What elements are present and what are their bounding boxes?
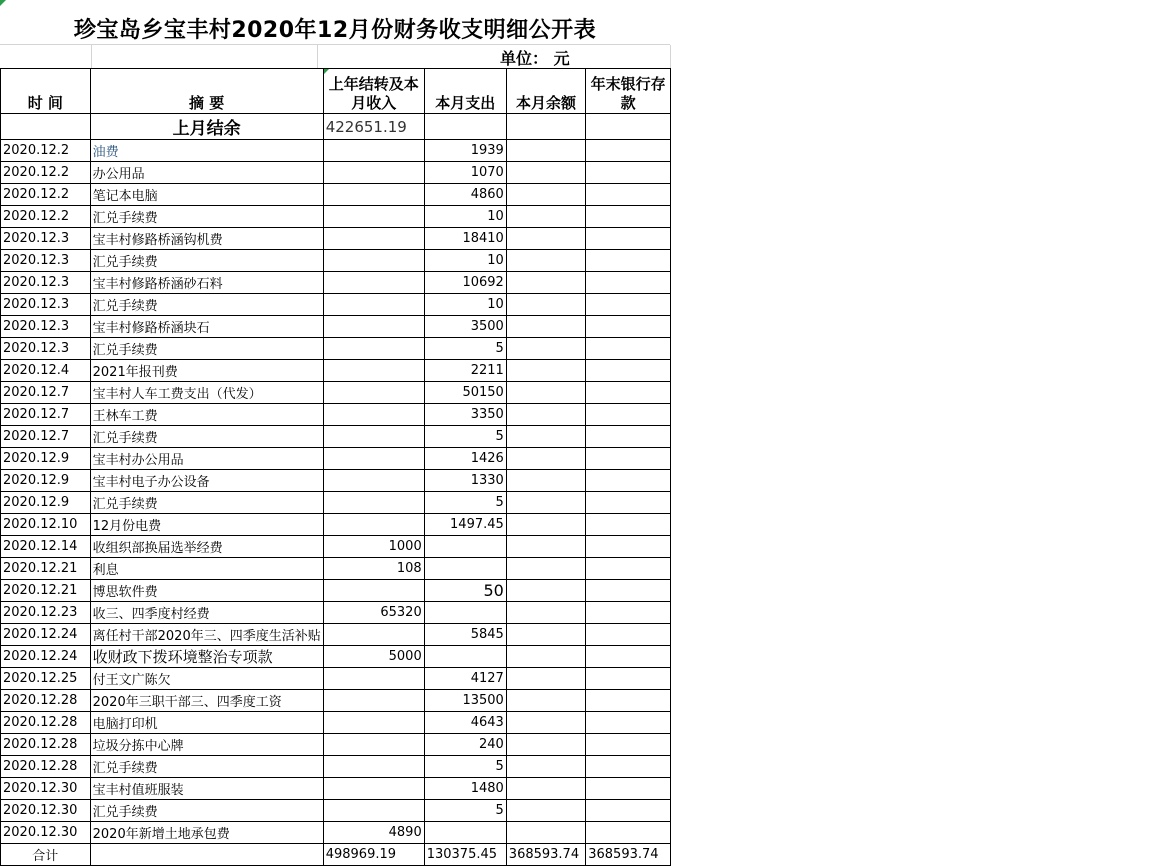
grid-guide [91, 45, 92, 68]
bank-cell[interactable] [586, 382, 671, 404]
income-cell[interactable] [323, 690, 424, 712]
income-cell[interactable] [323, 492, 424, 514]
summary-cell[interactable]: 宝丰村值班服装 [90, 778, 323, 800]
total-bank[interactable]: 368593.74 [586, 844, 671, 866]
header-income: 上年结转及本月收入 [323, 69, 424, 114]
date-cell[interactable]: 2020.12.23 [1, 602, 91, 624]
income-cell[interactable] [323, 338, 424, 360]
header-expense: 本月支出 [424, 69, 506, 114]
expense-cell[interactable]: 5 [424, 492, 506, 514]
bank-cell[interactable] [586, 822, 671, 844]
income-cell[interactable] [323, 250, 424, 272]
header-row [1, 69, 671, 114]
expense-cell[interactable]: 5845 [424, 624, 506, 646]
date-cell[interactable]: 2020.12.7 [1, 404, 91, 426]
bank-cell[interactable] [586, 800, 671, 822]
summary-cell[interactable]: 2020年新增土地承包费 [90, 822, 323, 844]
date-cell[interactable]: 2020.12.2 [1, 206, 91, 228]
balance-cell[interactable] [506, 778, 585, 800]
bank-cell[interactable] [586, 536, 671, 558]
summary-cell[interactable]: 收组织部换届选举经费 [90, 536, 323, 558]
unit-label: 单位： 元 [500, 49, 570, 68]
bank-cell[interactable] [586, 316, 671, 338]
date-cell[interactable]: 2020.12.3 [1, 272, 91, 294]
carry-date-cell[interactable] [1, 114, 91, 140]
header-date: 时 间 [1, 69, 91, 114]
bank-cell[interactable] [586, 602, 671, 624]
income-cell[interactable] [323, 426, 424, 448]
income-cell[interactable]: 4890 [323, 822, 424, 844]
date-cell[interactable]: 2020.12.28 [1, 756, 91, 778]
carry-balance-cell[interactable] [506, 114, 585, 140]
balance-cell[interactable] [506, 250, 585, 272]
summary-cell[interactable]: 离任村干部2020年三、四季度生活补贴 [90, 624, 323, 646]
bank-cell[interactable] [586, 756, 671, 778]
income-cell[interactable] [323, 470, 424, 492]
income-cell[interactable] [323, 294, 424, 316]
date-cell[interactable]: 2020.12.24 [1, 624, 91, 646]
summary-cell[interactable]: 垃圾分拣中心牌 [90, 734, 323, 756]
expense-cell[interactable]: 5 [424, 756, 506, 778]
table-row [1, 690, 671, 712]
grid-guide [670, 45, 671, 68]
date-cell[interactable]: 2020.12.3 [1, 250, 91, 272]
balance-cell[interactable] [506, 272, 585, 294]
summary-cell[interactable]: 利息 [90, 558, 323, 580]
income-cell[interactable] [323, 756, 424, 778]
summary-cell[interactable]: 收三、四季度村经费 [90, 602, 323, 624]
header-bank: 年末银行存款 [586, 69, 671, 114]
table-row [1, 602, 671, 624]
expense-cell[interactable]: 18410 [424, 228, 506, 250]
income-cell[interactable]: 5000 [323, 646, 424, 668]
balance-cell[interactable] [506, 360, 585, 382]
summary-cell[interactable]: 汇兑手续费 [90, 800, 323, 822]
expense-cell[interactable] [424, 558, 506, 580]
balance-cell[interactable] [506, 800, 585, 822]
date-cell[interactable]: 2020.12.28 [1, 690, 91, 712]
bank-cell[interactable] [586, 712, 671, 734]
summary-cell[interactable]: 笔记本电脑 [90, 184, 323, 206]
date-cell[interactable]: 2020.12.7 [1, 426, 91, 448]
table-row [1, 250, 671, 272]
table-row [1, 316, 671, 338]
expense-cell[interactable]: 2211 [424, 360, 506, 382]
table-row [1, 162, 671, 184]
income-cell[interactable] [323, 514, 424, 536]
expense-cell[interactable]: 50150 [424, 382, 506, 404]
table-row [1, 448, 671, 470]
table-row [1, 624, 671, 646]
date-cell[interactable]: 2020.12.21 [1, 580, 91, 602]
balance-cell[interactable] [506, 162, 585, 184]
expense-cell[interactable] [424, 602, 506, 624]
summary-cell[interactable]: 宝丰村办公用品 [90, 448, 323, 470]
balance-cell[interactable] [506, 206, 585, 228]
expense-cell[interactable]: 4860 [424, 184, 506, 206]
income-cell[interactable] [323, 448, 424, 470]
grid-guide [317, 45, 318, 68]
expense-cell[interactable] [424, 822, 506, 844]
income-cell[interactable] [323, 668, 424, 690]
balance-cell[interactable] [506, 668, 585, 690]
total-income[interactable]: 498969.19 [323, 844, 424, 866]
income-cell[interactable] [323, 734, 424, 756]
summary-cell[interactable]: 王林车工费 [90, 404, 323, 426]
summary-cell[interactable]: 汇兑手续费 [90, 250, 323, 272]
finance-table [0, 68, 671, 866]
bank-cell[interactable] [586, 778, 671, 800]
balance-cell[interactable] [506, 140, 585, 162]
bank-cell[interactable] [586, 690, 671, 712]
expense-cell[interactable]: 10692 [424, 272, 506, 294]
summary-cell[interactable]: 汇兑手续费 [90, 756, 323, 778]
expense-cell[interactable]: 10 [424, 294, 506, 316]
bank-cell[interactable] [586, 734, 671, 756]
summary-cell[interactable]: 付王文广陈欠 [90, 668, 323, 690]
table-row [1, 712, 671, 734]
expense-cell[interactable]: 240 [424, 734, 506, 756]
income-cell[interactable] [323, 778, 424, 800]
bank-cell[interactable] [586, 250, 671, 272]
summary-cell[interactable]: 宝丰村修路桥涵块石 [90, 316, 323, 338]
income-cell[interactable] [323, 228, 424, 250]
balance-cell[interactable] [506, 580, 585, 602]
summary-cell[interactable]: 汇兑手续费 [90, 426, 323, 448]
balance-cell[interactable] [506, 536, 585, 558]
carry-over-row [1, 114, 671, 140]
income-cell[interactable] [323, 140, 424, 162]
bank-cell[interactable] [586, 206, 671, 228]
income-cell[interactable] [323, 800, 424, 822]
bank-cell[interactable] [586, 558, 671, 580]
date-cell[interactable]: 2020.12.30 [1, 778, 91, 800]
table-row [1, 382, 671, 404]
income-cell[interactable] [323, 382, 424, 404]
bank-cell[interactable] [586, 492, 671, 514]
total-balance[interactable]: 368593.74 [506, 844, 585, 866]
income-cell[interactable] [323, 184, 424, 206]
table-row [1, 800, 671, 822]
summary-cell[interactable]: 汇兑手续费 [90, 206, 323, 228]
expense-cell[interactable] [424, 646, 506, 668]
bank-cell[interactable] [586, 470, 671, 492]
date-cell[interactable]: 2020.12.2 [1, 184, 91, 206]
balance-cell[interactable] [506, 492, 585, 514]
date-cell[interactable]: 2020.12.9 [1, 492, 91, 514]
expense-cell[interactable]: 10 [424, 206, 506, 228]
summary-cell[interactable]: 2021年报刊费 [90, 360, 323, 382]
expense-cell[interactable]: 5 [424, 426, 506, 448]
unit-row [0, 45, 670, 68]
bank-cell[interactable] [586, 228, 671, 250]
summary-cell[interactable]: 2020年三职干部三、四季度工资 [90, 690, 323, 712]
summary-cell[interactable]: 收财政下拨环境整治专项款 [90, 646, 323, 668]
balance-cell[interactable] [506, 448, 585, 470]
bank-cell[interactable] [586, 272, 671, 294]
balance-cell[interactable] [506, 558, 585, 580]
date-cell[interactable]: 2020.12.25 [1, 668, 91, 690]
date-cell[interactable]: 2020.12.10 [1, 514, 91, 536]
balance-cell[interactable] [506, 294, 585, 316]
date-cell[interactable]: 2020.12.21 [1, 558, 91, 580]
bank-cell[interactable] [586, 624, 671, 646]
expense-cell[interactable]: 3500 [424, 316, 506, 338]
summary-cell[interactable]: 宝丰村人车工费支出（代发） [90, 382, 323, 404]
cell-corner-marker [0, 0, 6, 6]
summary-cell[interactable]: 宝丰村修路桥涵砂石料 [90, 272, 323, 294]
date-cell[interactable]: 2020.12.3 [1, 316, 91, 338]
expense-cell[interactable]: 4127 [424, 668, 506, 690]
table-row [1, 558, 671, 580]
header-balance: 本月余额 [506, 69, 585, 114]
table-row [1, 492, 671, 514]
bank-cell[interactable] [586, 184, 671, 206]
bank-cell[interactable] [586, 140, 671, 162]
date-cell[interactable]: 2020.12.28 [1, 734, 91, 756]
bank-cell[interactable] [586, 404, 671, 426]
income-cell[interactable]: 65320 [323, 602, 424, 624]
date-cell[interactable]: 2020.12.28 [1, 712, 91, 734]
balance-cell[interactable] [506, 316, 585, 338]
date-cell[interactable]: 2020.12.2 [1, 162, 91, 184]
table-row [1, 470, 671, 492]
expense-cell[interactable]: 1070 [424, 162, 506, 184]
date-cell[interactable]: 2020.12.9 [1, 448, 91, 470]
table-row [1, 536, 671, 558]
summary-cell[interactable]: 汇兑手续费 [90, 492, 323, 514]
bank-cell[interactable] [586, 426, 671, 448]
date-cell[interactable]: 2020.12.30 [1, 822, 91, 844]
bank-cell[interactable] [586, 580, 671, 602]
date-cell[interactable]: 2020.12.3 [1, 228, 91, 250]
summary-cell[interactable]: 博思软件费 [90, 580, 323, 602]
bank-cell[interactable] [586, 668, 671, 690]
balance-cell[interactable] [506, 338, 585, 360]
income-cell[interactable] [323, 580, 424, 602]
date-cell[interactable]: 2020.12.3 [1, 338, 91, 360]
table-row [1, 822, 671, 844]
expense-cell[interactable]: 5 [424, 800, 506, 822]
balance-cell[interactable] [506, 382, 585, 404]
income-cell[interactable] [323, 712, 424, 734]
bank-cell[interactable] [586, 162, 671, 184]
balance-cell[interactable] [506, 404, 585, 426]
income-cell[interactable] [323, 624, 424, 646]
summary-cell[interactable]: 汇兑手续费 [90, 294, 323, 316]
summary-cell[interactable]: 12月份电费 [90, 514, 323, 536]
balance-cell[interactable] [506, 712, 585, 734]
expense-cell[interactable]: 10 [424, 250, 506, 272]
expense-cell[interactable]: 1497.45 [424, 514, 506, 536]
summary-cell[interactable]: 油费 [90, 140, 323, 162]
carry-over-value[interactable]: 422651.19 [323, 114, 424, 140]
balance-cell[interactable] [506, 184, 585, 206]
bank-cell[interactable] [586, 514, 671, 536]
summary-cell[interactable]: 汇兑手续费 [90, 338, 323, 360]
income-cell[interactable] [323, 162, 424, 184]
table-row [1, 228, 671, 250]
bank-cell[interactable] [586, 448, 671, 470]
summary-cell[interactable]: 电脑打印机 [90, 712, 323, 734]
total-label[interactable]: 合计 [1, 844, 91, 866]
summary-cell[interactable]: 宝丰村修路桥涵钩机费 [90, 228, 323, 250]
income-cell[interactable]: 1000 [323, 536, 424, 558]
table-row [1, 184, 671, 206]
date-cell[interactable]: 2020.12.4 [1, 360, 91, 382]
carry-bank-cell[interactable] [586, 114, 671, 140]
total-summary-cell[interactable] [90, 844, 323, 866]
balance-cell[interactable] [506, 602, 585, 624]
bank-cell[interactable] [586, 360, 671, 382]
expense-cell[interactable]: 1330 [424, 470, 506, 492]
balance-cell[interactable] [506, 470, 585, 492]
balance-cell[interactable] [506, 624, 585, 646]
balance-cell[interactable] [506, 734, 585, 756]
header-summary: 摘 要 [90, 69, 323, 114]
expense-cell[interactable]: 5 [424, 338, 506, 360]
table-row [1, 580, 671, 602]
table-row [1, 756, 671, 778]
date-cell[interactable]: 2020.12.30 [1, 800, 91, 822]
table-row [1, 272, 671, 294]
table-row [1, 140, 671, 162]
balance-cell[interactable] [506, 690, 585, 712]
income-cell[interactable] [323, 206, 424, 228]
income-cell[interactable] [323, 272, 424, 294]
sheet-title: 珍宝岛乡宝丰村2020年12月份财务收支明细公开表 [0, 0, 670, 45]
carry-expense-cell[interactable] [424, 114, 506, 140]
summary-cell[interactable]: 宝丰村电子办公设备 [90, 470, 323, 492]
balance-cell[interactable] [506, 514, 585, 536]
income-cell[interactable] [323, 316, 424, 338]
balance-cell[interactable] [506, 228, 585, 250]
table-row [1, 206, 671, 228]
table-row [1, 360, 671, 382]
table-row [1, 404, 671, 426]
bank-cell[interactable] [586, 646, 671, 668]
date-cell[interactable]: 2020.12.3 [1, 294, 91, 316]
income-cell[interactable] [323, 404, 424, 426]
expense-cell[interactable]: 13500 [424, 690, 506, 712]
date-cell[interactable]: 2020.12.7 [1, 382, 91, 404]
income-cell[interactable]: 108 [323, 558, 424, 580]
date-cell[interactable]: 2020.12.14 [1, 536, 91, 558]
income-cell[interactable] [323, 360, 424, 382]
table-row [1, 338, 671, 360]
date-cell[interactable]: 2020.12.9 [1, 470, 91, 492]
carry-over-label[interactable]: 上月结余 [90, 114, 323, 140]
total-row [1, 844, 671, 866]
table-row [1, 646, 671, 668]
bank-cell[interactable] [586, 338, 671, 360]
expense-cell[interactable]: 1939 [424, 140, 506, 162]
table-row [1, 734, 671, 756]
balance-cell[interactable] [506, 822, 585, 844]
summary-cell[interactable]: 办公用品 [90, 162, 323, 184]
date-cell[interactable]: 2020.12.24 [1, 646, 91, 668]
bank-cell[interactable] [586, 294, 671, 316]
table-row [1, 294, 671, 316]
expense-cell[interactable]: 1480 [424, 778, 506, 800]
balance-cell[interactable] [506, 756, 585, 778]
expense-cell[interactable]: 3350 [424, 404, 506, 426]
table-row [1, 426, 671, 448]
table-row [1, 778, 671, 800]
expense-cell[interactable]: 1426 [424, 448, 506, 470]
total-expense[interactable]: 130375.45 [424, 844, 506, 866]
balance-cell[interactable] [506, 426, 585, 448]
expense-cell[interactable] [424, 536, 506, 558]
date-cell[interactable]: 2020.12.2 [1, 140, 91, 162]
table-row [1, 514, 671, 536]
expense-cell[interactable]: 4643 [424, 712, 506, 734]
balance-cell[interactable] [506, 646, 585, 668]
table-row [1, 668, 671, 690]
expense-cell[interactable]: 50 [424, 580, 506, 602]
